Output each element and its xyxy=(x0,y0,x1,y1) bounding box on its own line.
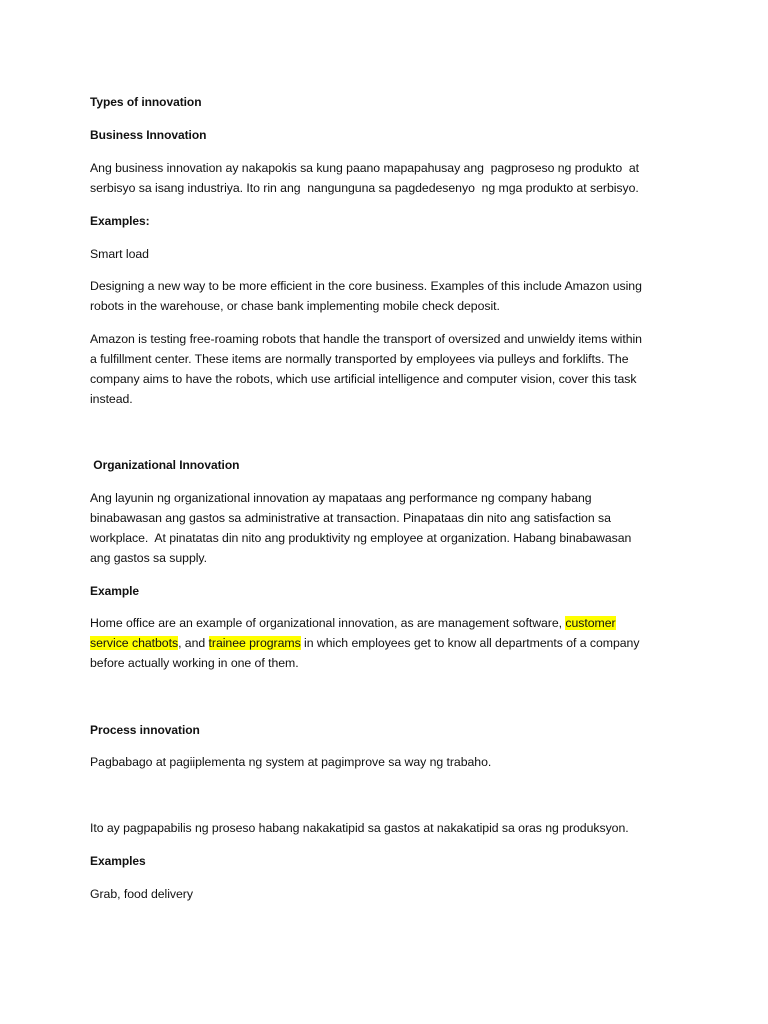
process-paragraph-2: Ito ay pagpapabilis ng proseso habang nakakatipid sa gastos at nakakatipid sa oras ng produksyon. xyxy=(90,821,629,835)
text-line: Amazon is testing free-roaming robots that handle the transport of oversized and unwieldy items within xyxy=(90,332,642,346)
text-line: robots in the warehouse, or chase bank implementing mobile check deposit. xyxy=(90,299,500,313)
text-line: before actually working in one of them. xyxy=(90,656,299,670)
process-example-item: Grab, food delivery xyxy=(90,887,193,901)
text-span: Home office are an example of organizational innovation, as are management software, xyxy=(90,616,566,630)
document-title: Types of innovation xyxy=(90,95,202,109)
text-line xyxy=(90,613,616,633)
business-examples-label: Examples: xyxy=(90,214,150,228)
highlighted-text: trainee programs xyxy=(208,636,301,650)
text-line xyxy=(90,633,639,653)
text-line: Ang layunin ng organizational innovation ay mapataas ang performance ng company habang xyxy=(90,491,592,505)
business-innovation-heading: Business Innovation xyxy=(90,128,207,142)
text-line: Ang business innovation ay nakapokis sa kung paano mapapahusay ang pagproseso ng produkto at xyxy=(90,161,640,175)
text-line: workplace. At pinatatas din nito ang produktivity ng employee at organization. Habang binabawasan xyxy=(90,531,632,545)
process-paragraph-1: Pagbabago at pagiiplementa ng system at pagimprove sa way ng trabaho. xyxy=(90,755,492,769)
document-page xyxy=(90,0,680,1024)
organizational-innovation-heading: Organizational Innovation xyxy=(90,458,240,472)
text-line: a fulfillment center. These items are normally transported by employees via pulleys and forklifts. The xyxy=(90,352,629,366)
business-example-item: Smart load xyxy=(90,247,149,261)
text-line: Designing a new way to be more efficient in the core business. Examples of this include Amazon using xyxy=(90,279,642,293)
text-line: instead. xyxy=(90,392,133,406)
highlighted-text: customer xyxy=(565,616,616,630)
text-line: serbisyo sa isang industriya. Ito rin ang nangunguna sa pagdedesenyo ng mga produkto at serbisyo. xyxy=(90,181,639,195)
process-examples-label: Examples xyxy=(90,854,146,868)
text-line: binabawasan ang gastos sa administrative at transaction. Pinapataas din nito ang satisfaction sa xyxy=(90,511,611,525)
text-span: , and xyxy=(178,636,209,650)
organizational-example-label: Example xyxy=(90,584,140,598)
process-innovation-heading: Process innovation xyxy=(90,723,200,737)
highlighted-text: service chatbots xyxy=(90,636,179,650)
text-line: company aims to have the robots, which use artificial intelligence and computer vision, cover this task xyxy=(90,372,637,386)
text-line: ang gastos sa supply. xyxy=(90,551,207,565)
text-span: in which employees get to know all departments of a company xyxy=(300,636,640,650)
